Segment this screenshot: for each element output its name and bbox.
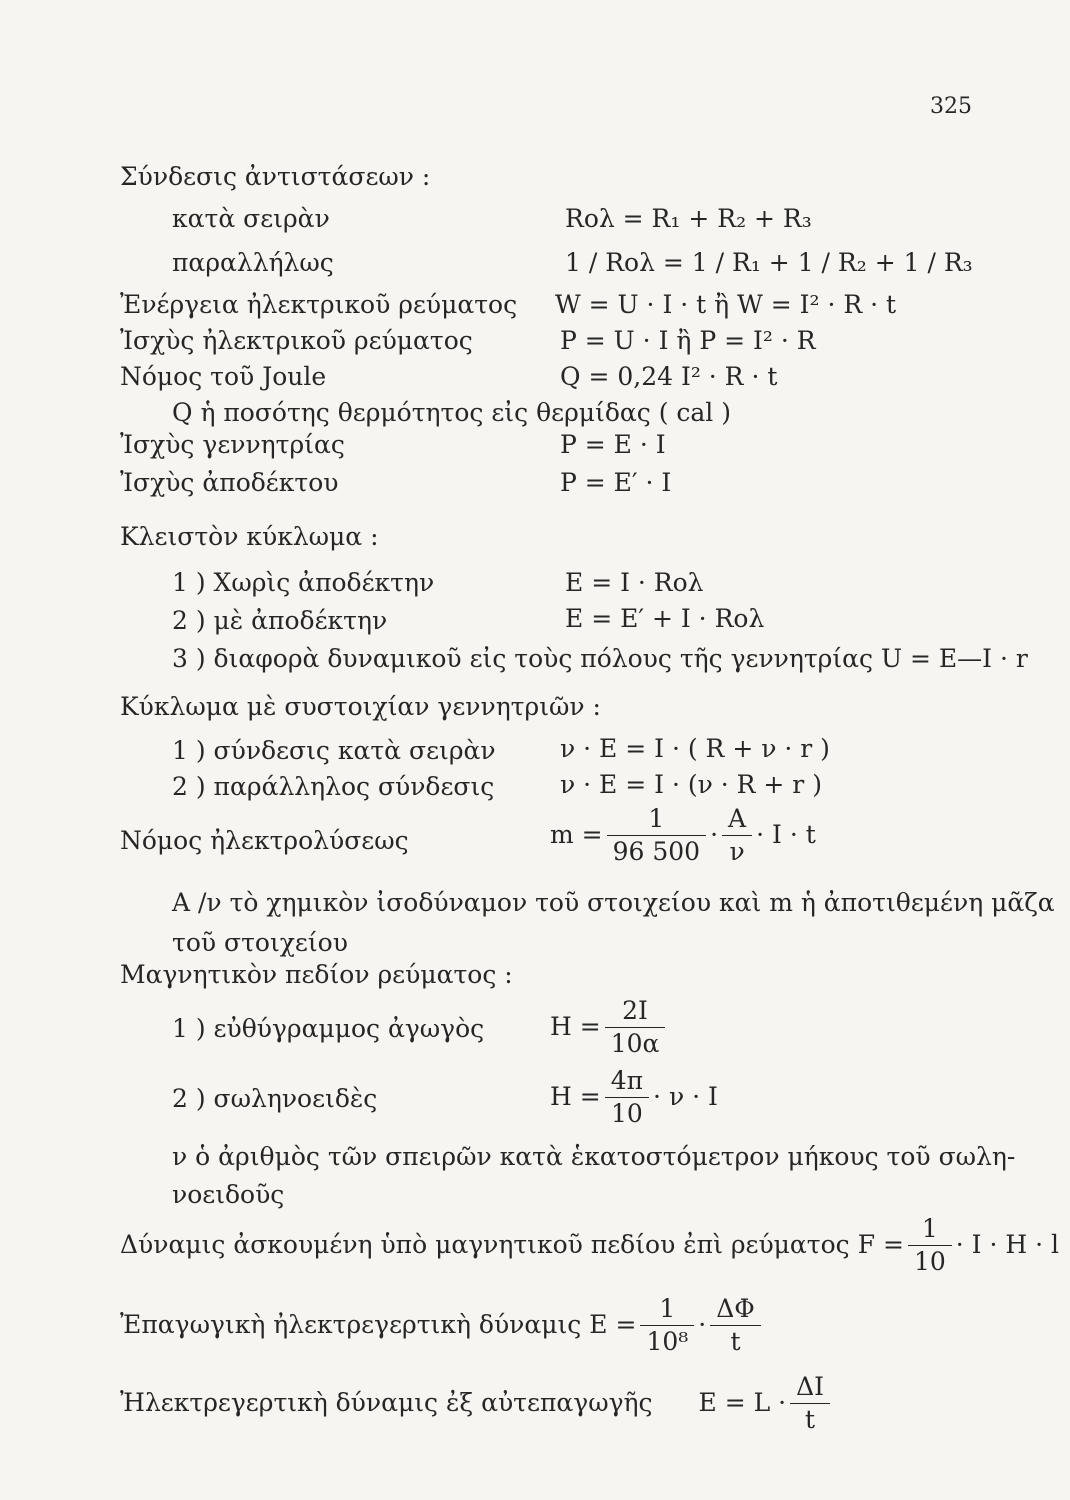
magnetic-note2: νοειδοῦς: [172, 1180, 285, 1209]
battery-item2-label: 2 ) παράλληλος σύνδεσις: [172, 772, 495, 801]
induction-row: [120, 1292, 765, 1358]
magnetic-field-heading: Μαγνητικὸν πεδίον ρεύματος :: [120, 960, 513, 989]
joule-label: Νόμος τοῦ Joule: [120, 362, 327, 391]
electrolysis-tail: · I · t: [756, 820, 816, 849]
magnetic-item1-num: 2I: [605, 997, 666, 1028]
magnetic-item2-formula: [550, 1064, 718, 1130]
force-den: 10: [913, 1246, 946, 1276]
force-label: Δύναμις ἀσκουμένη ὑπὸ μαγνητικοῦ πεδίου ἐπὶ ρεύματος: [120, 1230, 850, 1259]
closed-circuit-heading: Κλειστὸν κύκλωμα :: [120, 522, 379, 551]
magnetic-item1-lhs: H =: [550, 1012, 601, 1041]
closed-circuit-item1-label: 1 ) Χωρὶς ἀποδέκτην: [172, 568, 435, 597]
electrolysis-frac2: [722, 805, 752, 866]
electrolysis-label: Νόμος ἠλεκτρολύσεως: [120, 826, 409, 855]
magnetic-item2-den: 10: [610, 1098, 643, 1128]
joule-formula: Q = 0,24 I² · R · t: [560, 362, 778, 391]
closed-circuit-item1-formula: E = I · Rολ: [565, 568, 704, 597]
power-label: Ἰσχὺς ἠλεκτρικοῦ ρεύματος: [120, 326, 473, 355]
force-frac: [908, 1215, 952, 1276]
magnetic-item2-lhs: H =: [550, 1082, 601, 1111]
electrolysis-formula: [550, 802, 816, 868]
self-induction-frac: [790, 1373, 830, 1434]
closed-circuit-item2-formula: E = E′ + I · Rολ: [565, 604, 765, 633]
magnetic-item1-label: 1 ) εὐθύγραμμος ἀγωγὸς: [172, 1014, 485, 1043]
electrolysis-m-eq: m =: [550, 820, 603, 849]
energy-label: Ἐνέργεια ἠλεκτρικοῦ ρεύματος: [120, 290, 518, 319]
series-label: κατὰ σειρὰν: [172, 204, 330, 233]
induction-frac2-num: ΔΦ: [710, 1295, 761, 1326]
battery-item1-formula: ν · E = I · ( R + ν · r ): [560, 734, 830, 763]
induction-frac2-den: t: [730, 1326, 741, 1356]
battery-item1-label: 1 ) σύνδεσις κατὰ σειρὰν: [172, 736, 496, 765]
self-induction-den: t: [805, 1404, 816, 1434]
induction-label: Ἐπαγωγικὴ ἠλεκτρεγερτικὴ δύναμις: [120, 1310, 582, 1339]
receiver-power-formula: P = E′ · I: [560, 468, 672, 497]
electrolysis-frac2-num: A: [722, 805, 752, 836]
self-induction-row: [120, 1370, 834, 1436]
electrolysis-note1: A /ν τὸ χημικὸν ἰσοδύναμον τοῦ στοιχείου καὶ m ἡ ἀποτιθεμένη μᾶζα: [172, 888, 1055, 917]
magnetic-item1-den: 10α: [610, 1028, 660, 1058]
magnetic-item1-formula: [550, 994, 669, 1060]
force-row: [120, 1212, 1059, 1278]
force-tail: · I · H · l: [955, 1230, 1059, 1259]
magnetic-item2-num: 4π: [605, 1067, 649, 1098]
self-induction-num: ΔI: [790, 1373, 830, 1404]
electrolysis-frac1: [607, 805, 706, 866]
page-number: 325: [930, 94, 972, 119]
battery-heading: Κύκλωμα μὲ συστοιχίαν γεννητριῶν :: [120, 692, 601, 721]
induction-frac1-num: 1: [640, 1295, 694, 1326]
energy-formula: W = U · I · t ἢ W = I² · R · t: [555, 290, 897, 319]
induction-frac2: [710, 1295, 761, 1356]
receiver-power-label: Ἰσχὺς ἀποδέκτου: [120, 468, 339, 497]
series-formula: Rολ = R₁ + R₂ + R₃: [565, 204, 812, 233]
closed-circuit-item2-label: 2 ) μὲ ἀποδέκτην: [172, 606, 388, 635]
induction-frac1-den: 10⁸: [646, 1326, 689, 1356]
magnetic-item2-label: 2 ) σωληνοειδὲς: [172, 1084, 378, 1113]
magnetic-item2-tail: · ν · I: [653, 1082, 718, 1111]
electrolysis-dot: ·: [710, 820, 719, 849]
joule-note: Q ἡ ποσότης θερμότητος εἰς θερμίδας ( cal ): [172, 398, 731, 427]
parallel-formula: 1 / Rολ = 1 / R₁ + 1 / R₂ + 1 / R₃: [565, 248, 973, 277]
magnetic-item2-frac: [605, 1067, 649, 1128]
electrolysis-frac1-num: 1: [607, 805, 706, 836]
generator-power-formula: P = E · I: [560, 430, 666, 459]
self-induction-lhs: E = L ·: [698, 1388, 787, 1417]
force-num: 1: [908, 1215, 952, 1246]
magnetic-note1: ν ὁ ἀριθμὸς τῶν σπειρῶν κατὰ ἑκατοστόμετρον μήκους τοῦ σωλη-: [172, 1142, 1016, 1171]
electrolysis-frac1-den: 96 500: [612, 836, 701, 866]
parallel-label: παραλλήλως: [172, 248, 334, 277]
induction-dot: ·: [698, 1310, 707, 1339]
power-formula: P = U · I ἢ P = I² · R: [560, 326, 816, 355]
closed-circuit-item3: 3 ) διαφορὰ δυναμικοῦ εἰς τοὺς πόλους τῆς γεννητρίας U = E—I · r: [172, 644, 1028, 673]
force-lhs: F =: [857, 1230, 904, 1259]
self-induction-label: Ἠλεκτρεγερτικὴ δύναμις ἐξ αὐτεπαγωγῆς: [120, 1388, 653, 1417]
resistors-heading: Σύνδεσις ἀντιστάσεων :: [120, 162, 431, 191]
magnetic-item1-frac: [605, 997, 666, 1058]
induction-frac1: [640, 1295, 694, 1356]
electrolysis-note2: τοῦ στοιχείου: [172, 928, 348, 957]
generator-power-label: Ἰσχὺς γεννητρίας: [120, 430, 345, 459]
battery-item2-formula: ν · E = I · (ν · R + r ): [560, 770, 822, 799]
electrolysis-frac2-den: ν: [729, 836, 745, 866]
induction-lhs: E =: [589, 1310, 637, 1339]
